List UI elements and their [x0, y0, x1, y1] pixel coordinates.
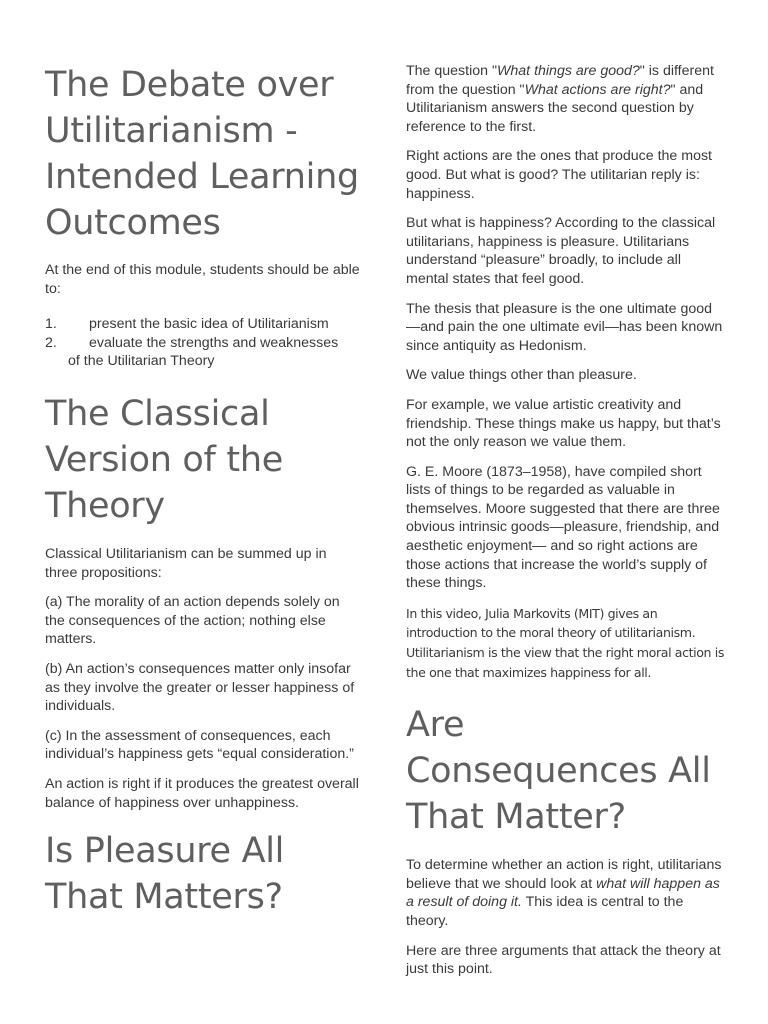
right-action-definition: An action is right if it produces the greatest overall balance of happiness over unhappiness.: [45, 775, 359, 811]
right-column: [406, 62, 724, 979]
list-item: [45, 315, 360, 334]
list-text-continued: of the Utilitarian Theory: [68, 353, 215, 370]
intro-paragraph: At the end of this module, students should be able to:: [45, 262, 360, 297]
heading-learning-outcomes: The Debate over Utilitarianism - Intended Learning Outcomes: [45, 65, 359, 243]
proposition-b: (b) An action’s consequences matter only insofar as they involve the greater or lesser happiness of individuals.: [45, 660, 355, 715]
outcomes-list: [45, 315, 360, 371]
proposition-c: (c) In the assessment of consequences, each individual’s happiness gets “equal consideration.”: [45, 727, 354, 763]
proposition-a: (a) The morality of an action depends solely on the consequences of the action; nothing else matters.: [45, 594, 340, 648]
list-number: 1.: [45, 316, 57, 333]
right-actions-paragraph: Right actions are the ones that produce the most good. But what is good? The utilitarian reply is: happiness.: [406, 148, 713, 202]
value-paragraph: We value things other than pleasure.: [406, 367, 637, 384]
left-column: [45, 62, 360, 920]
arguments-paragraph: Here are three arguments that attack the theory at just this point.: [406, 942, 721, 978]
classical-intro: Classical Utilitarianism can be summed up in three propositions:: [45, 545, 327, 581]
hedonism-paragraph: The thesis that pleasure is the one ultimate good—and pain the one ultimate evil—has been known since antiquity as Hedonism.: [406, 300, 723, 354]
list-number: 2.: [45, 334, 57, 351]
heading-pleasure: Is Pleasure All That Matters?: [45, 831, 285, 918]
heading-classical-version: The Classical Version of the Theory: [45, 393, 283, 526]
list-text: evaluate the strengths and weaknesses: [89, 334, 339, 351]
list-item: [45, 334, 360, 371]
happiness-paragraph: But what is happiness? According to the classical utilitarians, happiness is pleasure. Utilitarians understand “pleasure” broadly, to include all mental states that feel good.: [406, 215, 716, 287]
consequences-paragraph: To determine whether an action is right, utilitarians believe that we should look at what will happen as a result of doing it. This idea is central to the theory.: [406, 857, 722, 929]
question-paragraph: The question "What things are good?" is different from the question "What actions are right?" and Utilitarianism answers the second question by reference to the first.: [406, 63, 714, 135]
heading-consequences: Are Consequences All That Matter?: [406, 705, 711, 838]
example-paragraph: For example, we value artistic creativity and friendship. These things make us happy, but that’s not the only reason we value them.: [406, 396, 721, 451]
video-caption: In this video, Julia Markovits (MIT) gives an introduction to the moral theory of utilitarianism. Utilitarianism is the view that the right moral action is the one that maximizes happiness for all.: [406, 605, 724, 680]
moore-paragraph: G. E. Moore (1873–1958), have compiled short lists of things to be regarded as valuable in themselves. Moore suggested that there are three obvious intrinsic goods—pleasure, friendship, and aesthetic enjoyment— and so right actions are those actions that increase the world’s supply of these things.: [406, 463, 720, 592]
list-text: present the basic idea of Utilitarianism: [89, 316, 329, 333]
